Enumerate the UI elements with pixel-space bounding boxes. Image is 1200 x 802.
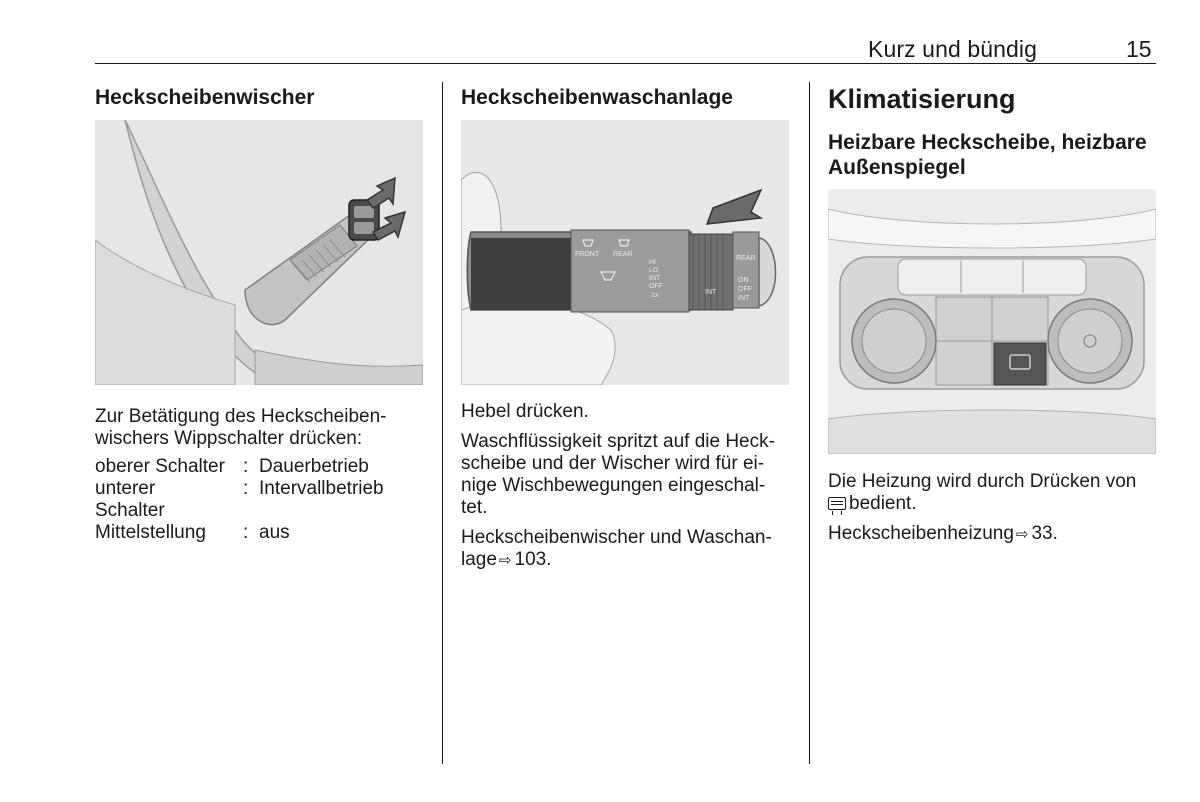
rear-wiper-intro (95, 406, 387, 450)
definition-colon: : (243, 456, 249, 477)
heating-operation-text (828, 471, 1136, 515)
intro-line-1: Zur Betätigung des Heckscheiben- (95, 406, 387, 427)
definition-colon: : (243, 522, 249, 543)
washer-line-2: scheibe und der Wischer wird für ei- (461, 453, 765, 474)
definition-term (95, 478, 235, 522)
washer-description (461, 431, 775, 519)
definition-desc: aus (259, 522, 290, 543)
page-number: 15 (1126, 36, 1152, 62)
page-ref-link[interactable]: 33. (1031, 523, 1058, 544)
rear-window-heating-xref (828, 523, 1058, 546)
lever-label-int: INT (649, 275, 661, 282)
column-divider-1 (442, 82, 443, 764)
rear-washer-lever-illustration (461, 120, 789, 385)
section-heading-rear-wiper: Heckscheibenwischer (95, 86, 315, 109)
definition-term: Mittelstellung (95, 522, 206, 543)
xref-line-1: Heckscheibenwischer und Waschan- (461, 527, 772, 548)
lever-label-front: FRONT (575, 251, 600, 258)
page-ref-link[interactable]: 103. (514, 549, 552, 570)
subheading-line-2: Außenspiegel (828, 156, 966, 179)
page-ref-arrow-icon: ⇨ (1015, 526, 1029, 543)
definition-desc: Dauerbetrieb (259, 456, 369, 477)
lever-label-off-ring: OFF (738, 286, 752, 293)
rear-defrost-icon (828, 497, 846, 510)
subheading-line-1: Heizbare Heckscheibe, heizbare (828, 131, 1147, 154)
header-rule (95, 63, 1156, 64)
instruction-press-lever: Hebel drücken. (461, 401, 589, 422)
page-ref-arrow-icon: ⇨ (498, 552, 512, 569)
definition-term-line: unterer (95, 478, 156, 499)
definition-term: oberer Schalter (95, 456, 225, 477)
definition-desc: Intervallbetrieb (259, 478, 384, 499)
lever-label-off: OFF (649, 283, 663, 290)
running-header-title: Kurz und bündig (868, 36, 1038, 62)
lever-label-lo: LO (649, 267, 659, 274)
column-divider-2 (809, 82, 810, 764)
section-heading-rear-washer: Heckscheibenwaschanlage (461, 86, 733, 109)
xref-text: lage (461, 549, 497, 570)
subheading-heated-rear-window (828, 130, 1147, 180)
section-heading-climate: Klimatisierung (828, 84, 1016, 114)
definition-term-line: Schalter (95, 500, 165, 521)
washer-line-3: nige Wischbewegungen eingeschal- (461, 475, 766, 496)
heating-line-1: Die Heizung wird durch Drücken von (828, 471, 1137, 492)
washer-cross-reference (461, 527, 772, 572)
intro-line-2: wischers Wippschalter drücken: (95, 428, 363, 449)
lever-label-rear: REAR (613, 251, 633, 258)
rear-wiper-illustration (95, 120, 423, 385)
heating-line-2: bedient. (849, 493, 917, 514)
lever-label-int-ring: INT (705, 289, 717, 296)
climate-panel-illustration (828, 189, 1156, 454)
definition-colon: : (243, 478, 249, 499)
lever-label-on: ON (738, 277, 749, 284)
lever-label-1x: 1x (651, 292, 659, 299)
lever-label-rear-ring: REAR (736, 255, 756, 262)
lever-label-hi: HI (649, 259, 656, 266)
washer-line-4: tet. (461, 497, 488, 518)
lever-label-int-ring-2: INT (738, 295, 750, 302)
xref-text: Heckscheibenheizung (828, 523, 1014, 544)
washer-line-1: Waschflüssigkeit spritzt auf die Heck- (461, 431, 775, 452)
